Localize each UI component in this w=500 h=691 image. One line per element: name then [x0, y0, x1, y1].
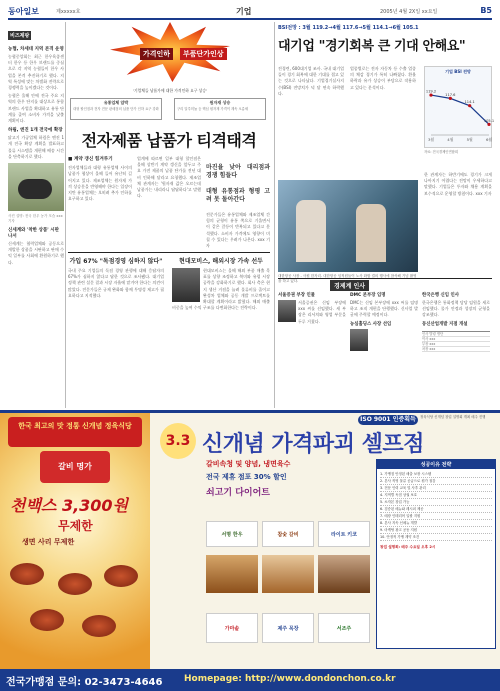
chart-title: 기업 BSI 전망	[445, 69, 471, 74]
food-bowl-image	[82, 615, 116, 637]
person-portrait	[350, 329, 368, 351]
people-item-text: 한국은행은 통화정책 담당 임원을 새로 선임했다. 물가 안정과 성장의 균형을 강조했다.	[422, 300, 490, 318]
pull-quote: 마진율 낮아 대리점과 경쟁 힘들다	[206, 164, 270, 179]
reasons-footer: 창업 설명회: 매주 수요일 오후 2시	[380, 545, 436, 549]
bsi-data-point	[468, 104, 471, 107]
list-item: 7. 매장 인테리어 일괄 지원	[380, 513, 492, 520]
list-item: 8. 본사 지속 신메뉴 개발	[380, 520, 492, 527]
right-paragraph: 전경련, 600대기업 조사. 국내 대기업들이 경기 회복에 대한 기대를 접고 있는 것으로 나타났다. 기업경기실사지수(BSI) 전망치가 넉 달 연속 하락했다.	[278, 66, 344, 96]
left-news-column	[8, 22, 64, 408]
sub-story	[68, 256, 164, 406]
sub-story-text: 현대모비스는 올해 해외 부품 매출 목표를 상향 조정하고 북미와 유럽 시장 공략을 강화하기로 했다. 회사 측은 현지 생산 거점을 늘려 물류비를 줄이고 완성차 업체와 공동 개발 프로젝트를 확대할 계획이라고 밝혔다. 해외 매출 비중을 높여 수익 구조를 다변화한다는 전략이다.	[172, 268, 270, 311]
franchise-phone: 전국가맹점 문의: 02-3473-4646	[6, 677, 163, 688]
economy-people-title: 경제계 인사	[330, 280, 369, 291]
ad-main-panel	[150, 413, 500, 671]
table-row: 이사 xxx	[422, 337, 490, 342]
bsi-tick-label: 6월	[485, 137, 493, 142]
brand-logo: 라이트 키코	[318, 521, 370, 547]
graphic-tag: 가격인하	[140, 48, 173, 60]
feature-paragraph: 업계에 따르면 일부 대형 할인점은 올해 상반기 계약 갱신을 앞두고 주요 가전 제품의 납품 단가를 전년 대비 인하해 달라고 요청했다. 제조업체 관계자는 '원자재 값은 오르는데 납품가는 내리라니 답답하다'고 말했다.	[137, 156, 201, 199]
person-figure	[296, 200, 326, 262]
brand-logo: 참숯 갈비	[262, 521, 314, 547]
sub-story-title: 현대모비스, 해외시장 가속 선두	[179, 258, 263, 265]
people-item-title: 동신산업개발 지점 개설	[422, 321, 468, 327]
brief-text: 닭고기 가공업체 하림은 엔진 1개 전국 확장 계획을 발표하고 물류 시스템을 개편해 배송 시간을 단축하기로 했다.	[8, 135, 64, 159]
shop-photo	[206, 555, 258, 593]
brand-logos	[206, 521, 372, 551]
ad-badge-number: 3.3	[160, 423, 196, 459]
brand-logo: 서명 한우	[206, 521, 258, 547]
menu-line: 전국 제휴 점포 30% 할인	[206, 473, 287, 481]
executive-portrait	[172, 268, 200, 302]
section-title: 기업	[236, 7, 252, 16]
list-item: 9. 마케팅 광고 공동 지원	[380, 527, 492, 534]
people-item-title: 서울증권 부장 인물	[278, 293, 315, 298]
ad-subtext: 생면 사리 무제한	[22, 538, 75, 546]
menu-line: 쇠고기 다이어트	[206, 488, 270, 498]
list-item: 3. 전문 인력 교육 및 사후 관리	[380, 485, 492, 492]
sub-story-text: 국내 주요 기업들의 독점 경영 관행에 대해 응답자의 67%가 심하지 않다고 답한 것으로 조사됐다. 대기업 정책 관련 설문 결과 시장 자율에 맡겨야 한다는 의견이 많았다. 전문가들은 규제 완화와 함께 투명성 제고가 필요하다고 지적했다.	[68, 268, 164, 298]
table-row: 차장 xxx	[422, 347, 490, 352]
bsi-chart	[424, 66, 495, 148]
person-portrait	[278, 300, 296, 322]
right-side-text: 한 관계자는 하반기에도 경기가 크게 나아지기 어렵다는 전망이 우세하다고 말했다. 기업들은 투자와 채용 계획을 보수적으로 운영할 방침이다. xxx 기자	[424, 172, 492, 196]
brief-heading: 신세계와 '착한 상품' 시판 나서	[8, 228, 59, 240]
feature-subhead: ■ 계약 갱신 힘겨루기	[68, 157, 113, 162]
person-figure	[356, 204, 386, 262]
food-bowl-image	[104, 565, 138, 587]
group-photo	[278, 180, 418, 272]
ad-footer	[0, 669, 500, 691]
brand-logo: 서조주	[318, 613, 370, 643]
shop-photo	[262, 555, 314, 593]
feature-headline: 전자제품 납품가 티격태격	[81, 131, 257, 150]
ad-banner: 한국 최고의 맛 정통 신개념 정육식당	[8, 417, 142, 447]
bsi-data-point	[429, 93, 432, 96]
ad-store-sign: 갈비 명가	[40, 451, 110, 483]
people-item-text: 서울증권은 신임 부장에 xxx 씨를 선임했다. 새 부장은 리서치와 영업 부문을 두루 거쳤다.	[298, 300, 346, 324]
newspaper-name: 동아일보	[8, 7, 39, 16]
reasons-list	[377, 469, 495, 543]
food-bowl-image	[58, 573, 92, 595]
bsi-chart-svg	[425, 77, 493, 147]
graphic-tag: 부품단가인상	[180, 48, 227, 60]
graphic-box: 원자재 상승 구리 알루미늄 등 핵심 원자재 가격이 계속 오름세	[174, 98, 266, 120]
bsi-tick-label: 3월	[427, 137, 435, 142]
food-bowl-image	[10, 563, 44, 585]
economy-people	[278, 290, 492, 408]
ad-menu	[206, 459, 372, 609]
right-paragraph: 업종별로는 전자 자동차 등 수출 업종의 체감 경기가 특히 나빠졌다. 환율 하락과 유가 상승이 부담으로 작용하고 있다는 분석이다.	[350, 66, 416, 90]
page-number: B5	[480, 6, 492, 15]
bsi-data-point	[487, 123, 490, 126]
success-reasons-box	[376, 459, 496, 649]
reasons-heading: 성공이유 전략	[377, 460, 495, 469]
right-body	[278, 66, 418, 176]
iso-badge: ISO 9001 인증획득	[358, 415, 418, 425]
list-item: 6. 검증된 메뉴와 레시피 제공	[380, 506, 492, 513]
section-rule	[278, 278, 492, 279]
ad-left-panel	[0, 413, 150, 671]
table-row: 부장 xxx	[422, 342, 490, 347]
brand-logo: 가마솥	[206, 613, 258, 643]
feature-paragraph: 전자업체들과 대형 유통업체 사이의 납품가 협상이 올해 들어 유난히 길어지고 있다. 제조업체는 원자재 가격 상승분을 반영해야 한다는 입장이지만 유통업체는 오히려 추가 인하를 요구하고 있다.	[68, 165, 132, 202]
brief-text: 농협중앙회는 최근 한우육종센터 한우 등 한우 브랜드를 중심으로 각 지역 농협들이 한우 사업을 본격 추진하기로 했다. 지역 특성에 맞는 차별화 전략으로 경쟁력을 높이겠다는 것이다. 농협은 올해 안에 전국 주요 지역의 한우 단지를 대상으로 통합 브랜드 사업을 확대하고 유통 단계를 줄여 소비자 가격을 낮출 계획이다.	[8, 54, 64, 124]
column-label: 비즈제팡	[10, 33, 30, 39]
food-bowl-image	[30, 609, 64, 631]
ad-badge	[154, 423, 202, 463]
bsi-data-label: 105.1	[483, 118, 495, 123]
bsi-data-label: 117.6	[445, 92, 456, 97]
feature-graphic	[68, 22, 270, 126]
bsi-tick-label: 5월	[466, 137, 473, 142]
restaurant-advertisement	[0, 410, 500, 691]
homepage-link[interactable]: Homepage: http://www.dondonchon.co.kr	[184, 674, 396, 684]
section-rule	[68, 252, 270, 253]
people-item-title: DMC 본부장 임명	[350, 293, 386, 298]
bsi-summary: BSI전망 : 3월 119.2→4월 117.6→5월 114.1→6월 105.1	[278, 25, 419, 31]
list-item: 5. 소자본 창업 가능	[380, 499, 492, 506]
list-item: 4. 지역별 독점 상권 보호	[380, 492, 492, 499]
brand-logo: 제주 목장	[262, 613, 314, 643]
graphic-box: 유통업체 압박 대형 할인점과 전자 전문 판매점의 납품 단가 인하 요구 강화	[70, 98, 162, 120]
ad-brands	[206, 613, 372, 665]
shop-photo	[318, 555, 370, 593]
sub-story	[172, 256, 270, 406]
column-divider	[274, 22, 275, 408]
iso-note: 정육식당 신개념 창업 설명회 개최 매주 진행	[420, 415, 486, 419]
ad-unlimited: 무제한	[58, 519, 93, 533]
bsi-data-label: 119.2	[425, 89, 437, 94]
photo-caption: 대한항공 사장 - 사원 한자리. 대한항공 임직원들이 노사 화합 결의 행사에 참석해 기념 촬영을 하고 있다.	[278, 274, 417, 283]
ad-title: 신개념 가격파괴 셀프점	[202, 432, 424, 457]
right-headline: 대기업 "경기회복 큰 기대 안해요"	[278, 39, 466, 54]
masthead	[8, 6, 492, 20]
list-item: 1. 가맹점 안정된 매출 보장 시스템	[380, 471, 492, 478]
people-item-text: DMC는 신임 본부장에 xxx 씨를 임명하고 조직 개편을 단행했다. 신사업 발굴에 주력할 예정이다.	[350, 300, 418, 318]
menu-line: 갈비속청 및 양념, 냉면육수	[206, 460, 291, 468]
bsi-data-label: 114.1	[464, 100, 475, 105]
feature-paragraph: 전문가들은 유통업체와 제조업체 간 힘의 균형이 유통 쪽으로 기울면서 이 같은 갈등이 반복되고 있다고 분석했다. 소비자 가격에도 영향이 미칠 수 있다는 우려가 나온다. xxx 기자	[206, 212, 270, 249]
bsi-tick-label: 4월	[447, 137, 454, 142]
photo-caption: 사진 설명: 전국 한우 농가 모습 xxx 기자	[8, 214, 63, 224]
bsi-data-point	[449, 97, 452, 100]
chart-source: 자료: 전국경제인연합회	[424, 150, 459, 154]
people-item-title: 농심홀딩스 사장 선임	[350, 321, 392, 327]
brief-text: 신세계는 협력업체와 공동으로 개발한 상품을 시판하고 판매 수익 일부를 사회에 환원하기로 했다.	[8, 241, 64, 265]
table-row: 인사 발령 명단	[422, 332, 490, 337]
list-item: 10. 안정적 가맹 계약 조건	[380, 534, 492, 541]
ad-price: 천백스 3,300원	[10, 496, 129, 515]
shop-photos	[206, 555, 372, 595]
issue-date: 2005년 4월 2X일 xx요일	[380, 9, 438, 15]
people-item-title: 한국은행 신임 인사	[422, 293, 459, 298]
list-item: 2. 본사 직영 물류 공급으로 원가 절감	[380, 478, 492, 485]
cattle-photo	[8, 163, 64, 211]
brief-heading: 하림, 엔진 1개 전국에 확장	[8, 128, 63, 134]
column-divider	[65, 22, 66, 408]
issue-number: 제xxxxx호	[56, 9, 81, 15]
brief-heading: 농협, 차세대 지역 본격 운영	[8, 47, 64, 52]
appointment-table	[422, 331, 490, 352]
graphic-subtitle: '기업체들 납품가에 대한 가격인하 요구 상승'	[132, 88, 208, 93]
sub-story-title: 가입 67% "독점경영 심하지 않다"	[69, 258, 163, 265]
pull-quote: 대형 유통점과 형평 고려 못 돌아간다	[206, 188, 270, 203]
